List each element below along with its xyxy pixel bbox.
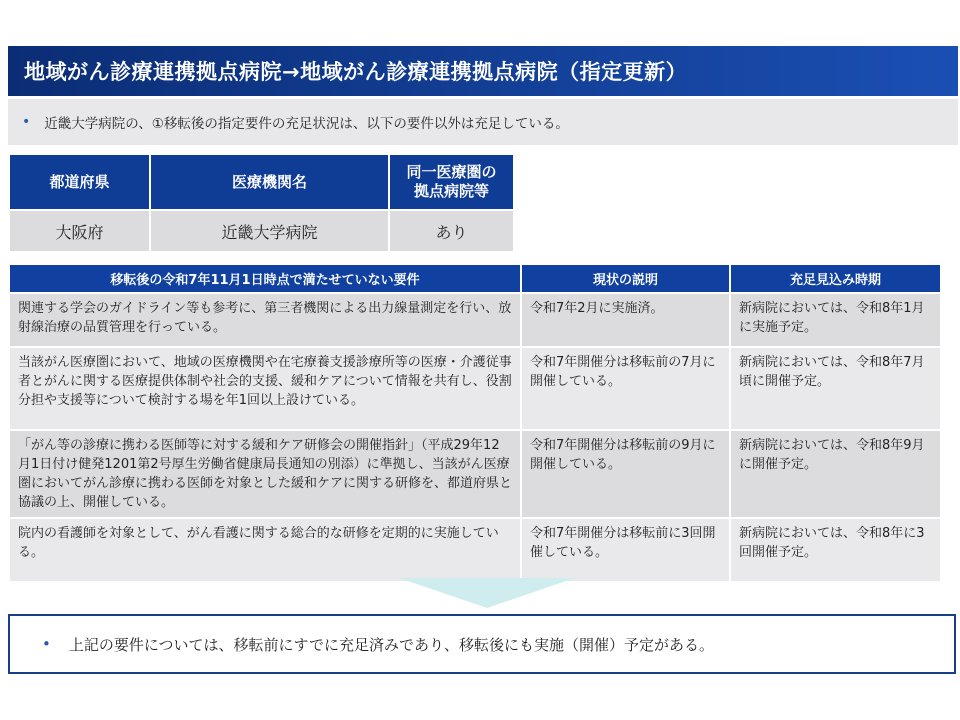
header-base-hospital [389,154,514,210]
cell-timing: 新病院においては、令和8年に3回開催予定。 [730,518,941,582]
cell-institution: 近畿大学病院 [150,210,389,252]
hospital-info-table [8,153,515,253]
table-row [9,518,941,582]
bullet-icon: • [22,114,31,130]
info-table-header-row [9,154,514,210]
cell-status: 令和7年開催分は移転前の9月に開催している。 [521,430,730,518]
bullet-icon: • [42,635,51,653]
table-row [9,347,941,430]
down-arrow-icon [399,578,575,608]
cell-requirement: 当該がん医療圏において、地域の医療機関や在宅療養支援診療所等の医療・介護従事者とがんに関する医療提供体制や社会的支援、緩和ケアについて情報を共有し、役割分担や支援等について検討する場を年1回以上設けている。 [9,347,521,430]
table-row [9,293,941,347]
info-table-row [9,210,514,252]
summary-box [8,614,956,674]
cell-timing: 新病院においては、令和8年7月頃に開催予定。 [730,347,941,430]
req-table-header-row [9,264,941,293]
requirements-table [8,263,942,583]
subtitle-box [8,99,958,145]
header-institution: 医療機関名 [150,154,389,210]
cell-status: 令和7年2月に実施済。 [521,293,730,347]
header-current-status: 現状の説明 [521,264,730,293]
cell-requirement: 院内の看護師を対象として、がん看護に関する総合的な研修を定期的に実施している。 [9,518,521,582]
cell-timing: 新病院においては、令和8年9月に開催予定。 [730,430,941,518]
cell-timing: 新病院においては、令和8年1月に実施予定。 [730,293,941,347]
header-base-hospital-line1: 同一医療圏の [406,163,497,182]
cell-status: 令和7年開催分は移転前の7月に開催している。 [521,347,730,430]
subtitle-text: 近畿大学病院の、①移転後の指定要件の充足状況は、以下の要件以外は充足している。 [44,116,569,132]
cell-requirement: 関連する学会のガイドライン等も参考に、第三者機関による出力線量測定を行い、放射線治療の品質管理を行っている。 [9,293,521,347]
page-title: 地域がん診療連携拠点病院→地域がん診療連携拠点病院（指定更新） [8,46,958,96]
table-row [9,430,941,518]
cell-requirement: 「がん等の診療に携わる医師等に対する緩和ケア研修会の開催指針」（平成29年12月1日付け健発1201第2号厚生労働省健康局長通知の別添）に準拠し、当該がん医療圏においてがん診療に携わる医師を対象とした緩和ケアに関する研修を、都道府県と協議の上、開催している。 [9,430,521,518]
down-arrow-shape [399,578,575,608]
header-unmet-requirement: 移転後の令和7年11月1日時点で満たせていない要件 [9,264,521,293]
header-base-hospital-line2: 拠点病院等 [413,182,489,200]
header-prefecture: 都道府県 [9,154,150,210]
summary-text: 上記の要件については、移転前にすでに充足済みであり、移転後にも実施（開催）予定がある。 [68,635,715,654]
cell-prefecture: 大阪府 [9,210,150,252]
cell-status: 令和7年開催分は移転前に3回開催している。 [521,518,730,582]
header-fulfillment-timing: 充足見込み時期 [730,264,941,293]
cell-base-hospital: あり [389,210,514,252]
